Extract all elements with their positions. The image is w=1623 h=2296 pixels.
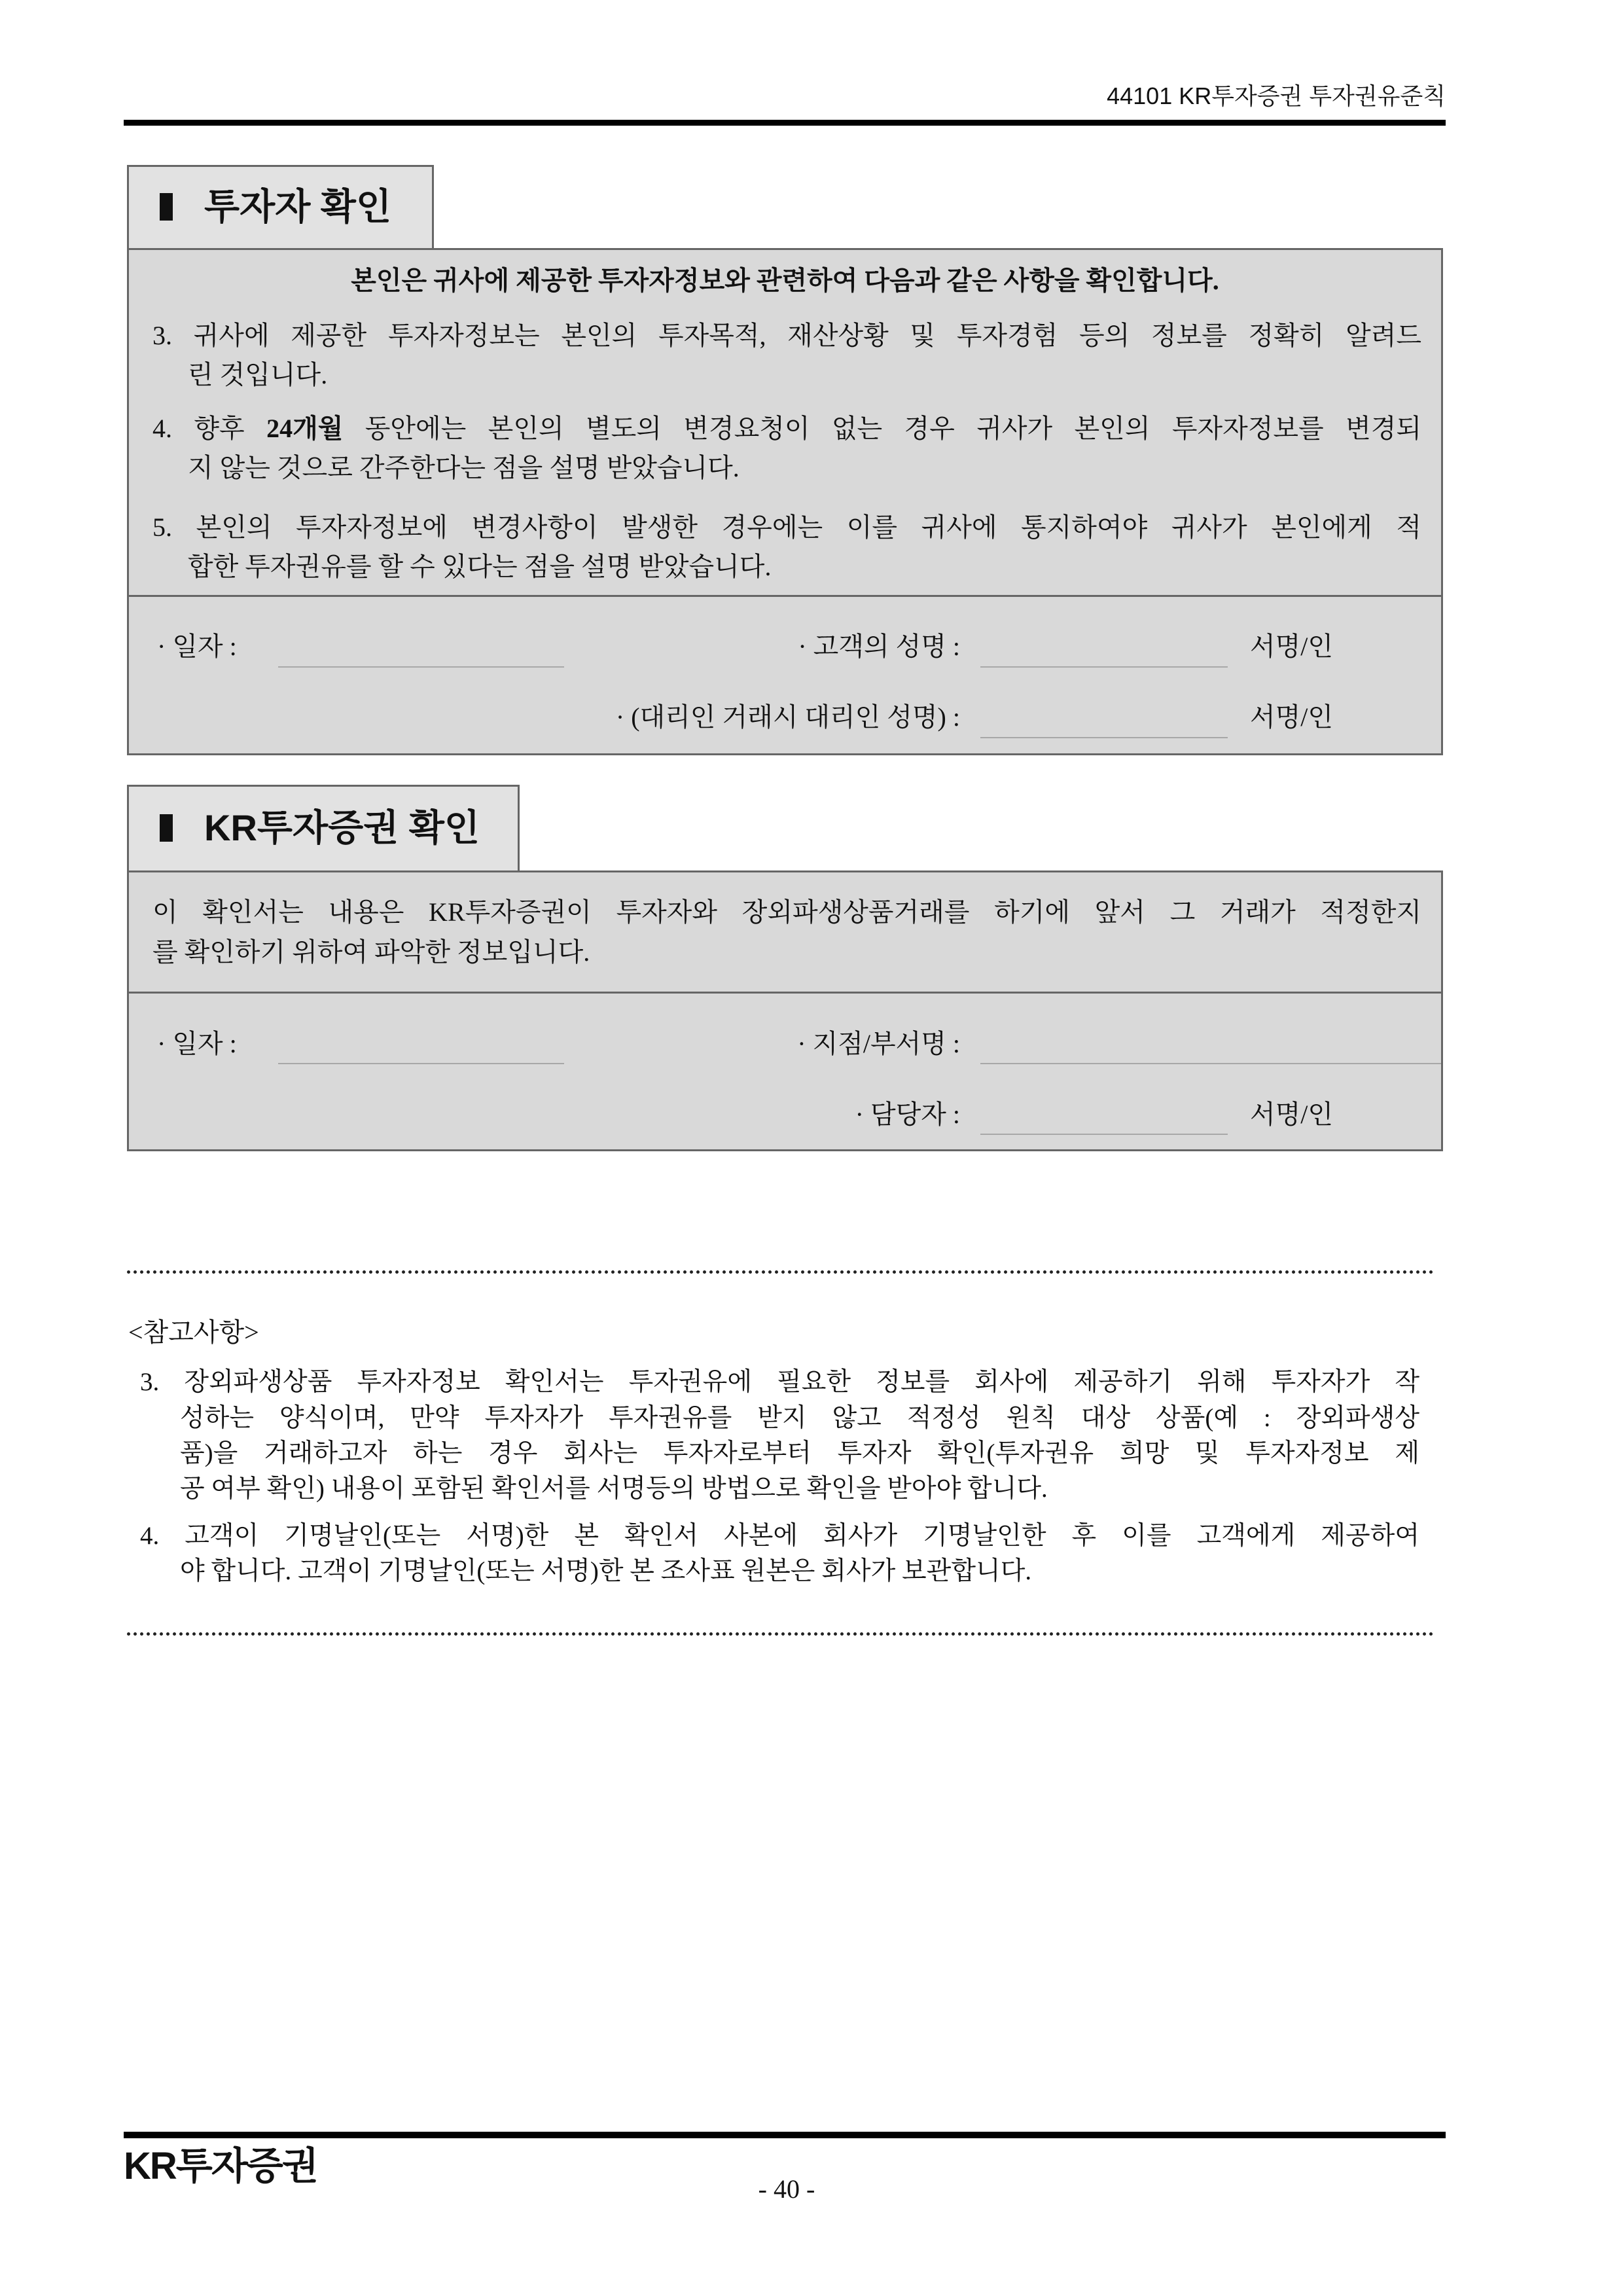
company-logo: KR투자증권 (124, 2145, 317, 2187)
customer-name-label: · 고객의 성명 : (798, 632, 960, 661)
panel-divider (129, 992, 1441, 994)
note-line: 4. 고객이 기명날인(또는 서명)한 본 확인서 사본에 회사가 기명날인한 후 이를 고객에게 제공하여 (140, 1522, 1419, 1550)
investor-confirmation-tab (127, 165, 434, 249)
page-number: - 40 - (758, 2174, 815, 2204)
note-line: 품)을 거래하고자 하는 경우 회사는 투자자로부터 투자자 확인(투자권유 희망 및 투자자정보 제 (180, 1439, 1419, 1467)
header-rule (124, 120, 1446, 126)
intro-statement: 본인은 귀사에 제공한 투자자정보와 관련하여 다음과 같은 사항을 확인합니다. (351, 266, 1219, 295)
signature-mark: 서명/인 (1250, 632, 1334, 661)
date-label: · 일자 : (157, 632, 237, 661)
branch-label: · 지점/부서명 : (797, 1029, 960, 1058)
note-line: 3. 장외파생상품 투자자정보 확인서는 투자권유에 필요한 정보를 회사에 제공하기 위해 투자자가 작 (140, 1368, 1419, 1396)
agent-name-label: · (대리인 거래시 대리인 성명) : (615, 702, 960, 732)
manager-field-line (980, 1134, 1228, 1135)
list-item-line: 5. 본인의 투자자정보에 변경사항이 발생한 경우에는 이를 귀사에 통지하여야 귀사가 본인에게 적 (152, 512, 1421, 542)
branch-field-line (980, 1063, 1441, 1064)
section-title: KR투자증권 확인 (204, 807, 480, 848)
title-marker-icon (160, 814, 173, 842)
signature-mark: 서명/인 (1250, 702, 1334, 732)
signature-mark: 서명/인 (1250, 1100, 1334, 1129)
emphasis-text: 24개월 (266, 414, 344, 443)
kr-confirmation-tab (127, 785, 520, 871)
kr-confirmation-panel (127, 870, 1443, 1151)
note-line: 야 합니다. 고객이 기명날인(또는 서명)한 본 조사표 원본은 회사가 보관합니다. (180, 1557, 1032, 1585)
investor-confirmation-panel (127, 248, 1443, 755)
title-marker-icon (160, 193, 173, 221)
notes-heading: <참고사항> (128, 1318, 259, 1347)
list-item-line: 지 않는 것으로 간주한다는 점을 설명 받았습니다. (188, 453, 740, 482)
panel-divider (129, 595, 1441, 597)
list-item-line: 린 것입니다. (188, 360, 328, 389)
agent-name-field-line (980, 737, 1228, 738)
manager-label: · 담당자 : (855, 1100, 960, 1129)
list-item-line (152, 411, 1421, 446)
list-item-line: 합한 투자권유를 할 수 있다는 점을 설명 받았습니다. (188, 552, 772, 581)
list-item-text: 동안에는 본인의 별도의 변경요청이 없는 경우 귀사가 본인의 투자자정보를 변경되 (343, 414, 1421, 443)
header-doc-title: 44101 KR투자증권 투자권유준칙 (1107, 82, 1446, 109)
description-line: 를 확인하기 위하여 파악한 정보입니다. (152, 937, 590, 967)
section-title: 투자자 확인 (204, 186, 392, 227)
note-line: 공 여부 확인) 내용이 포함된 확인서를 서명등의 방법으로 확인을 받아야 합니다. (180, 1475, 1048, 1503)
dotted-separator (127, 1270, 1434, 1274)
date-field-line (278, 666, 564, 668)
note-line: 성하는 양식이며, 만약 투자자가 투자권유를 받지 않고 적정성 원칙 대상 상품(예 : 장외파생상 (180, 1404, 1419, 1432)
list-item-text: 4. 향후 (152, 414, 267, 443)
customer-name-field-line (980, 666, 1228, 668)
dotted-separator (127, 1632, 1434, 1636)
description-line: 이 확인서는 내용은 KR투자증권이 투자자와 장외파생상품거래를 하기에 앞서 그 거래가 적정한지 (152, 897, 1421, 927)
list-item-line: 3. 귀사에 제공한 투자자정보는 본인의 투자목적, 재산상황 및 투자경험 등의 정보를 정확히 알려드 (152, 321, 1421, 350)
date-label: · 일자 : (157, 1029, 237, 1058)
date-field-line (278, 1063, 564, 1064)
footer-rule (124, 2132, 1446, 2138)
